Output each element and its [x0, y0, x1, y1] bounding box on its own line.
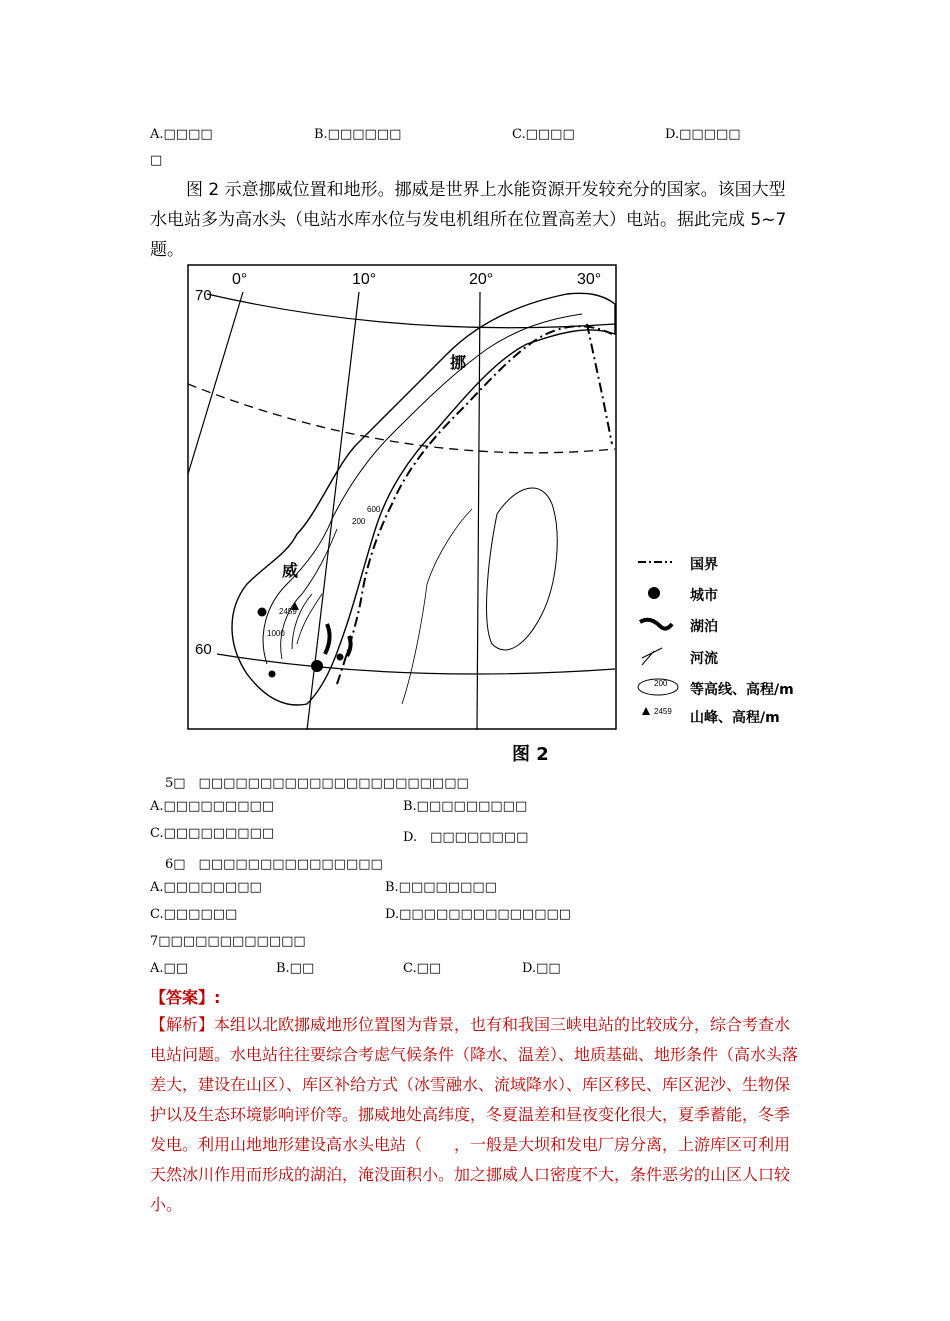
- legend-peak-value: 2459: [654, 707, 672, 716]
- q6-option-b: B.□□□□□□□□: [385, 880, 497, 895]
- answer-label: 【答案】:: [150, 988, 221, 1007]
- norway-map: [187, 264, 617, 730]
- lon-label-20: 20°: [469, 271, 494, 288]
- prev-option-a: A.□□□□: [150, 127, 213, 142]
- legend-river: 河流: [690, 651, 718, 667]
- lon-label-30: 30°: [577, 271, 602, 288]
- q7-stem: 7□□□□□□□□□□□□: [150, 934, 306, 949]
- q7-option-d: D.□□: [522, 961, 561, 976]
- q5-option-b: B.□□□□□□□□□: [403, 799, 528, 814]
- legend-city: 城市: [690, 588, 718, 604]
- analysis-text: 【解析】本组以北欧挪威地形位置图为背景，也有和我国三峡电站的比较成分，综合考查水电站问题。水电站往往要综合考虑气候条件（降水、温差）、地质基础、地形条件（高水头落差大，建设在山区）、库区补给方式（冰雪融水、流域降水）、库区移民、库区泥沙、生物保护以及生态环境影响评价等。挪威地处高纬度，冬夏温差和昼夜变化很大，夏季蓄能，冬季发电。利用山地地形建设高水头电站（ ，一般是大坝和发电厂房分离，上游库区可利用天然冰川作用而形成的湖泊，淹没面积小。加之挪威人口密度不大，条件恶劣的山区人口较小。: [150, 1015, 799, 1214]
- q6-option-c: C.□□□□□□: [150, 907, 238, 922]
- legend-peak: 山峰、高程/m: [690, 710, 780, 726]
- contour-label-1000: 1000: [267, 629, 285, 638]
- contour-label-600: 600: [367, 505, 381, 514]
- q6-stem: 6□ □□□□□□□□□□□□□□□: [165, 857, 383, 872]
- q6-option-a: A.□□□□□□□□: [150, 880, 262, 895]
- q5-option-d: D. □□□□□□□□: [403, 830, 529, 845]
- q5-option-c: C.□□□□□□□□□: [150, 826, 275, 841]
- prev-option-d: D.□□□□□: [665, 127, 741, 142]
- q6-option-d: D.□□□□□□□□□□□□□□: [385, 907, 572, 922]
- lat-label-60: 60: [195, 641, 212, 658]
- q7-option-b: B.□□: [276, 961, 315, 976]
- map-label-wei: 威: [282, 561, 299, 580]
- prev-option-c: C.□□□□: [512, 127, 575, 142]
- q5-option-a: A.□□□□□□□□□: [150, 799, 275, 814]
- stray-mark: □: [150, 153, 163, 168]
- lat-label-70: 70: [195, 287, 212, 304]
- legend-contour-value: 200: [654, 679, 668, 688]
- legend-contour: 等高线、高程/m: [690, 682, 794, 698]
- q5-stem: 5□ □□□□□□□□□□□□□□□□□□□□□□: [165, 776, 469, 791]
- legend-border: 国界: [690, 557, 718, 573]
- contour-label-200: 200: [352, 517, 366, 526]
- q7-option-c: C.□□: [403, 961, 442, 976]
- legend-lake: 湖泊: [690, 619, 718, 635]
- map-label-nuo: 挪: [450, 353, 467, 372]
- lon-label-10: 10°: [352, 271, 377, 288]
- prev-option-b: B.□□□□□□: [314, 127, 402, 142]
- peak-label: 2459: [279, 607, 297, 616]
- figure-caption: 图 2: [512, 744, 549, 765]
- q7-option-a: A.□□: [150, 961, 189, 976]
- map-legend: [632, 550, 832, 730]
- lon-label-0: 0°: [232, 271, 248, 288]
- intro-paragraph: 图 2 示意挪威位置和地形。挪威是世界上水能资源开发较充分的国家。该国大型水电站多为高水头（电站水库水位与发电机组所在位置高差大）电站。据此完成 5~7 题。: [150, 180, 787, 260]
